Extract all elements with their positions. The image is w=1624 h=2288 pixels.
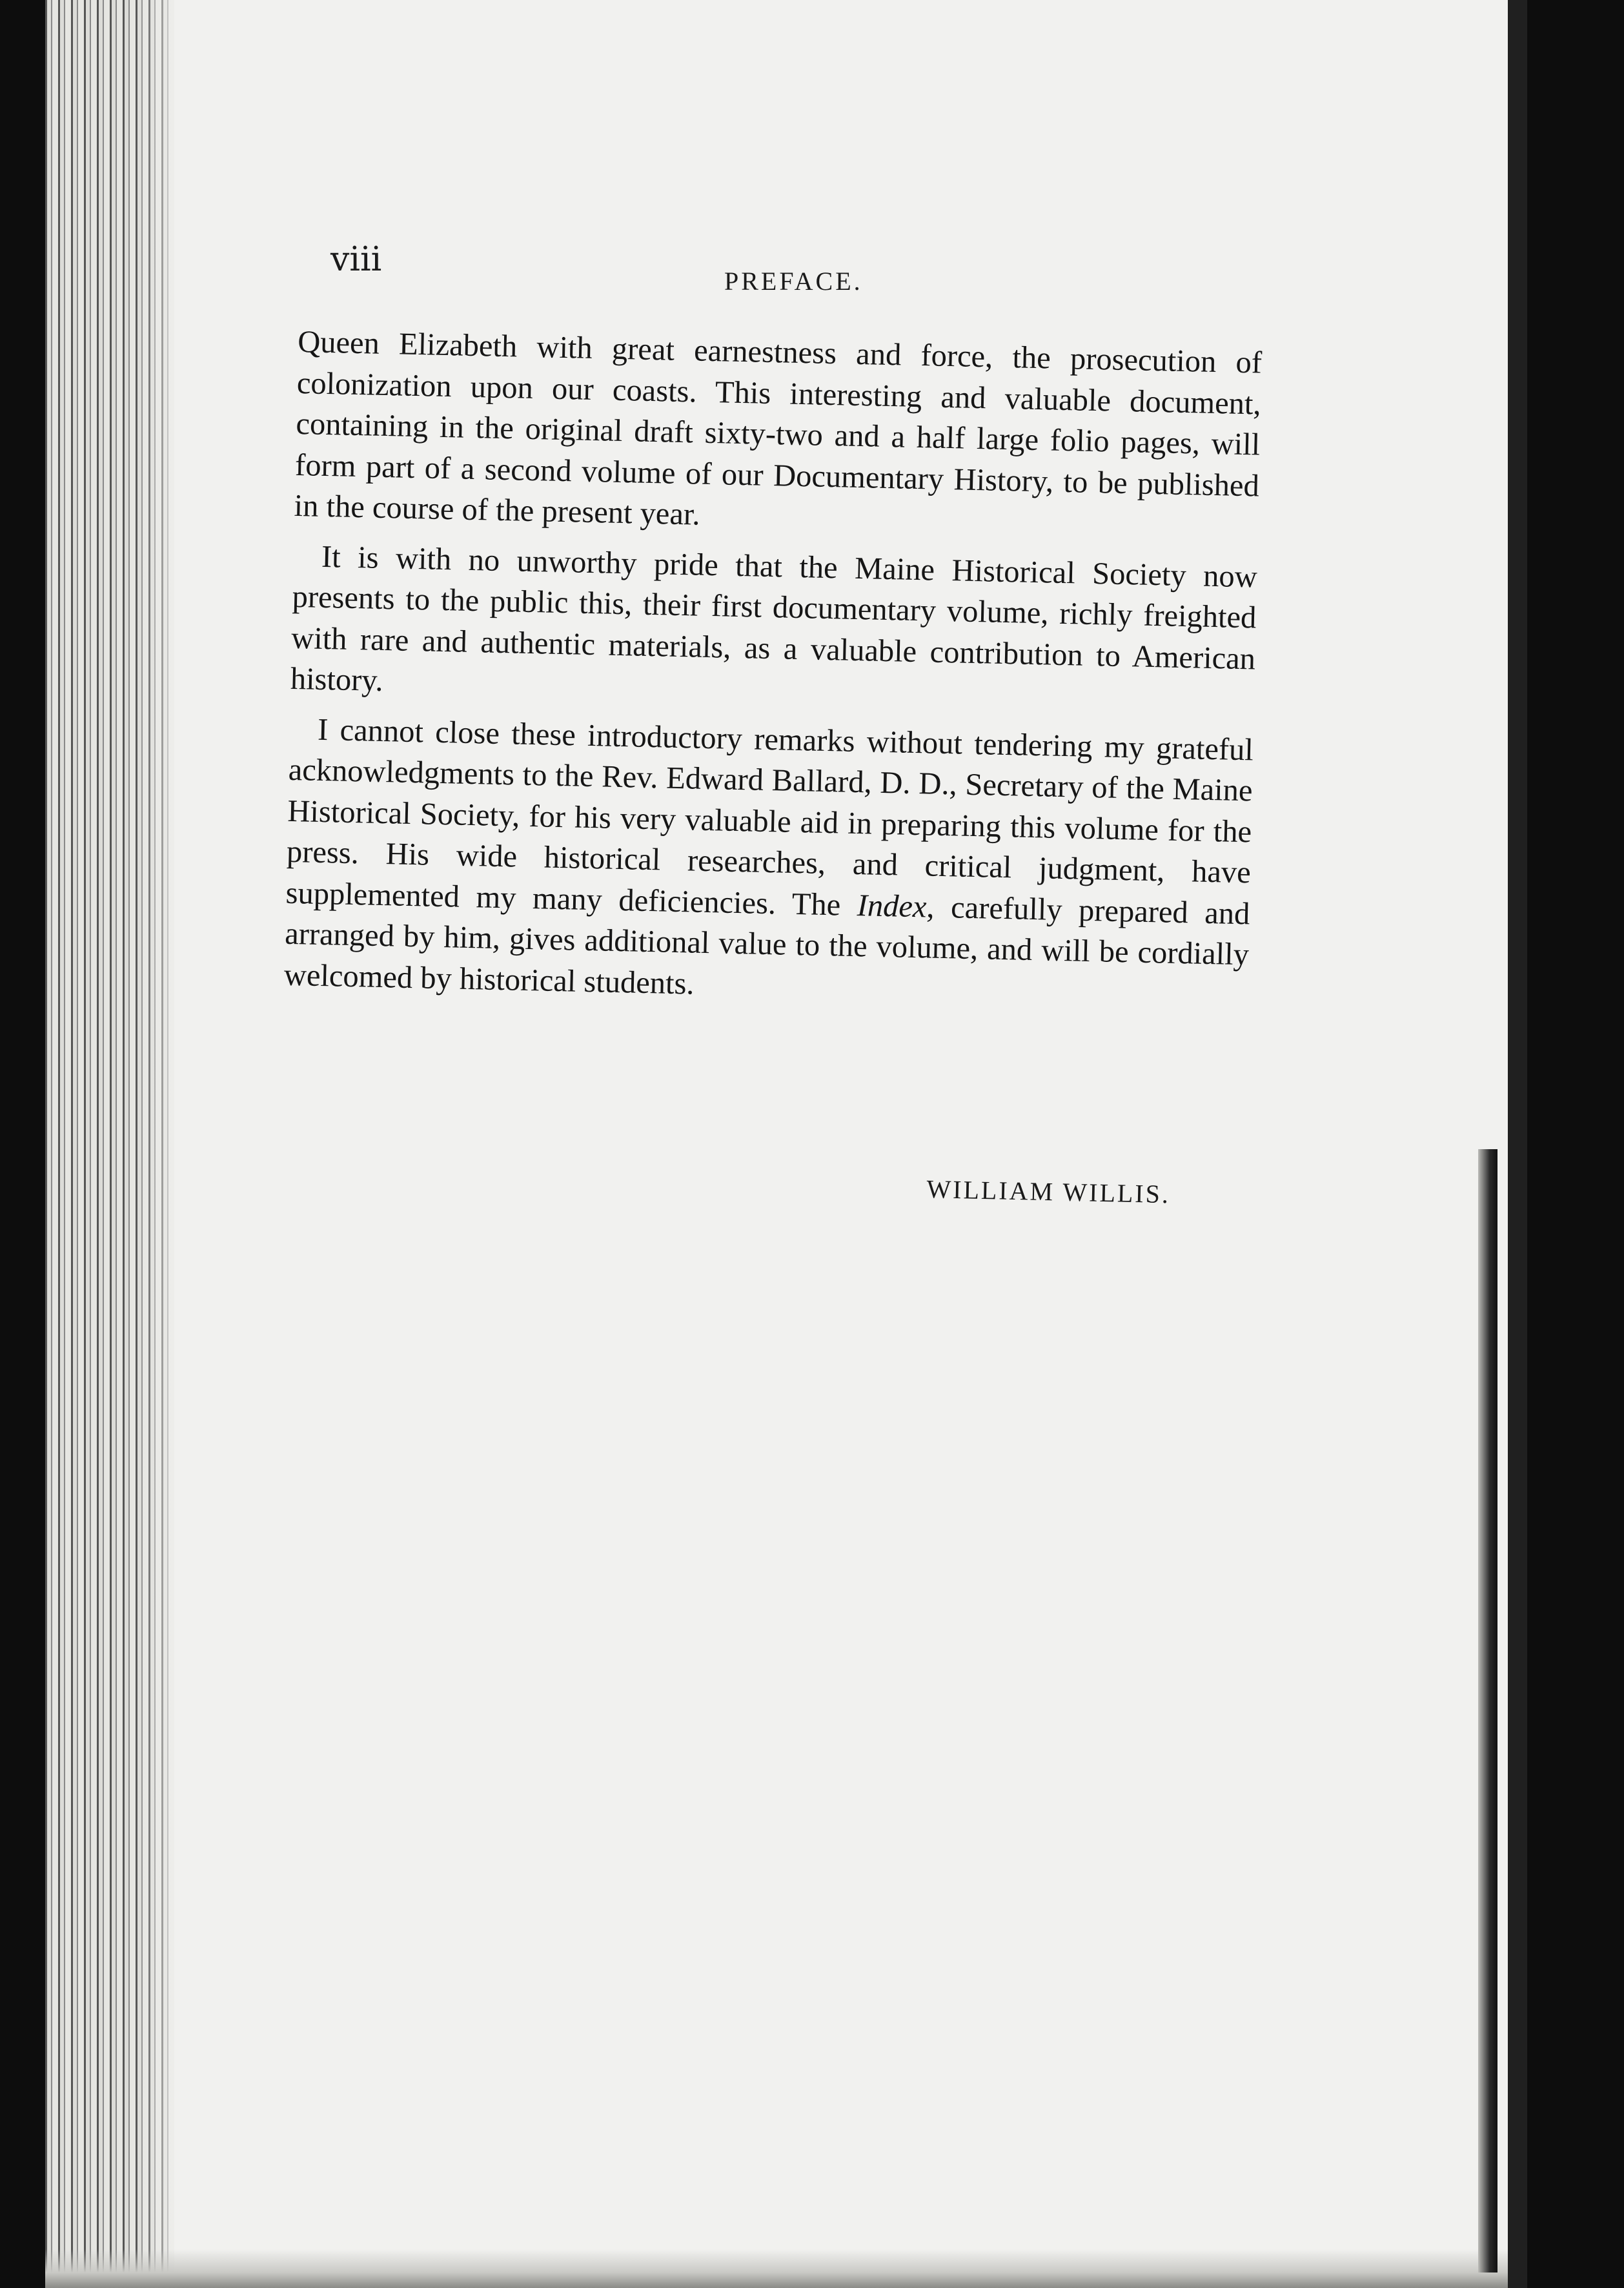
page-number: viii	[330, 240, 382, 279]
author-signature: WILLIAM WILLIS.	[926, 1174, 1171, 1209]
preface-body	[283, 322, 1262, 1016]
next-page-edge	[1478, 1149, 1497, 2273]
index-reference: Index	[857, 888, 928, 924]
paragraph-1: Queen Elizabeth with great earnestness and force, the prosecution of colonization upon our coasts. This interesting and valuable document, containing in the original draft sixty-two and a half large folio pages, will form part of a second volume of our Documentary History, to be published in the course of the present year.	[294, 324, 1263, 532]
paragraph-2: It is with no unworthy pride that the Maine Historical Society now presents to the public this, their first documentary volume, richly freighted with rare and authentic materials, as a valuable contribution to American history.	[290, 539, 1258, 698]
paragraph-3-start: I cannot close these introductory remarks without tendering my grateful acknowledgments to the Rev. Edward Ballard, D. D., Secretary of the Maine Historical Society, for his very valuable aid in preparing this volume for the press. His wide historical researches, and critical judgment, have supplemented my many deficiencies. The	[285, 712, 1254, 923]
paragraph-3	[283, 708, 1254, 1016]
binding-shadow	[136, 0, 194, 2288]
running-title: PREFACE.	[724, 267, 863, 296]
paragraph-3-end: , carefully prepared and arranged by him, gives additional value to the volume, and will be cordially welcomed by historical students.	[283, 889, 1250, 1001]
page-bottom-edge	[45, 2249, 1510, 2288]
right-margin-shadow	[1508, 0, 1527, 2288]
